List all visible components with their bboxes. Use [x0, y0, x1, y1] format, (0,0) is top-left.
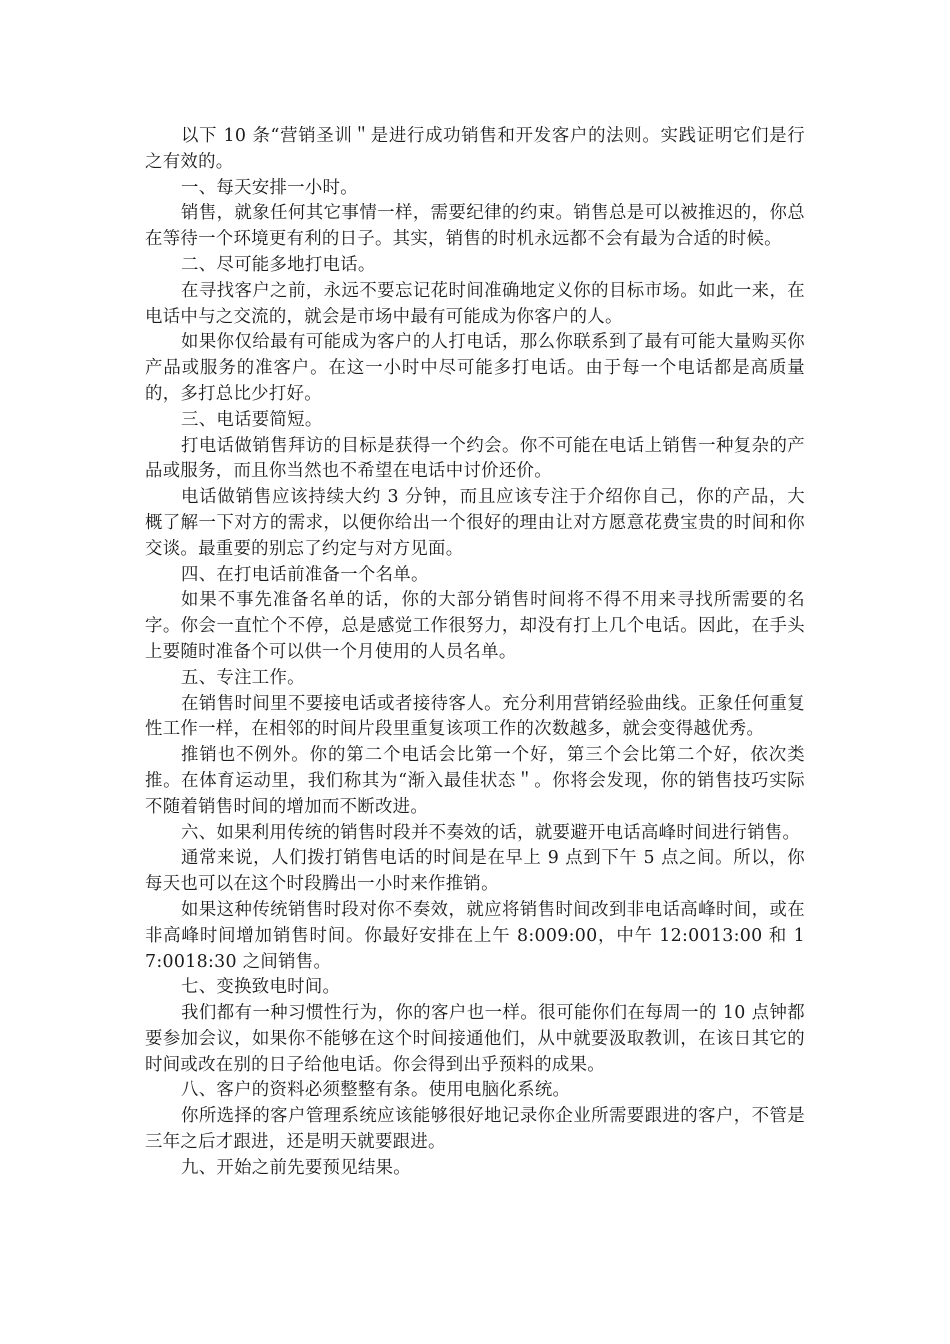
body-paragraph: 通常来说，人们拨打销售电话的时间是在早上 9 点到下午 5 点之间。所以，你每天也可以在这个时段腾出一小时来作推销。: [145, 848, 805, 895]
section-heading-6: 六、如果利用传统的销售时段并不奏效的话，就要避开电话高峰时间进行销售。: [181, 822, 801, 843]
body-paragraph: 如果这种传统销售时段对你不奏效，就应将销售时间改到非电话高峰时间，或在非高峰时间增加销售时间。你最好安排在上午 8:009:00，中午 12:0013:00 和 17:0018:30 之间销售。: [145, 899, 805, 972]
section-heading-1: 一、每天安排一小时。: [181, 177, 358, 198]
body-paragraph: 我们都有一种习惯性行为，你的客户也一样。很可能你们在每周一的 10 点钟都要参加会议，如果你不能够在这个时间接通他们，从中就要汲取教训，在该日其它的时间或改在别的日子给他电话。你会得到出乎预料的成果。: [145, 1003, 805, 1075]
body-paragraph: 如果不事先准备名单的话，你的大部分销售时间将不得不用来寻找所需要的名字。你会一直忙个不停，总是感觉工作很努力，却没有打上几个电话。因此，在手头上要随时准备个可以供一个月使用的人员名单。: [145, 590, 805, 662]
body-paragraph: 你所选择的客户管理系统应该能够很好地记录你企业所需要跟进的客户，不管是三年之后才跟进，还是明天就要跟进。: [145, 1106, 805, 1153]
body-paragraph: 打电话做销售拜访的目标是获得一个约会。你不可能在电话上销售一种复杂的产品或服务，而且你当然也不希望在电话中讨价还价。: [145, 435, 805, 482]
section-heading-3: 三、电话要简短。: [181, 409, 323, 430]
body-paragraph: 如果你仅给最有可能成为客户的人打电话，那么你联系到了最有可能大量购买你产品或服务的准客户。在这一小时中尽可能多打电话。由于每一个电话都是高质量的，多打总比少打好。: [145, 332, 805, 404]
intro-paragraph: 以下 10 条“营销圣训＂是进行成功销售和开发客户的法则。实践证明它们是行之有效的。: [145, 126, 805, 172]
body-paragraph: 在寻找客户之前，永远不要忘记花时间准确地定义你的目标市场。如此一来，在电话中与之交流的，就会是市场中最有可能成为你客户的人。: [145, 280, 805, 327]
section-heading-9: 九、开始之前先要预见结果。: [181, 1157, 411, 1178]
section-heading-5: 五、专注工作。: [181, 667, 305, 688]
section-heading-2: 二、尽可能多地打电话。: [181, 254, 376, 275]
document-body: [145, 124, 805, 1182]
section-heading-7: 七、变换致电时间。: [181, 977, 341, 998]
section-heading-4: 四、在打电话前准备一个名单。: [181, 564, 429, 585]
section-heading-8: 八、客户的资料必须整整有条。使用电脑化系统。: [181, 1080, 571, 1101]
body-paragraph: 在销售时间里不要接电话或者接待客人。充分利用营销经验曲线。正象任何重复性工作一样，在相邻的时间片段里重复该项工作的次数越多，就会变得越优秀。: [145, 693, 805, 740]
body-paragraph: 电话做销售应该持续大约 3 分钟，而且应该专注于介绍你自己，你的产品，大概了解一下对方的需求，以便你给出一个很好的理由让对方愿意花费宝贵的时间和你交谈。最重要的别忘了约定与对方见面。: [145, 487, 805, 559]
body-paragraph: 推销也不例外。你的第二个电话会比第一个好，第三个会比第二个好，依次类推。在体育运动里，我们称其为“渐入最佳状态＂。你将会发现，你的销售技巧实际不随着销售时间的增加而不断改进。: [145, 745, 805, 817]
body-paragraph: 销售，就象任何其它事情一样，需要纪律的约束。销售总是可以被推迟的，你总在等待一个环境更有利的日子。其实，销售的时机永远都不会有最为合适的时候。: [145, 203, 805, 250]
